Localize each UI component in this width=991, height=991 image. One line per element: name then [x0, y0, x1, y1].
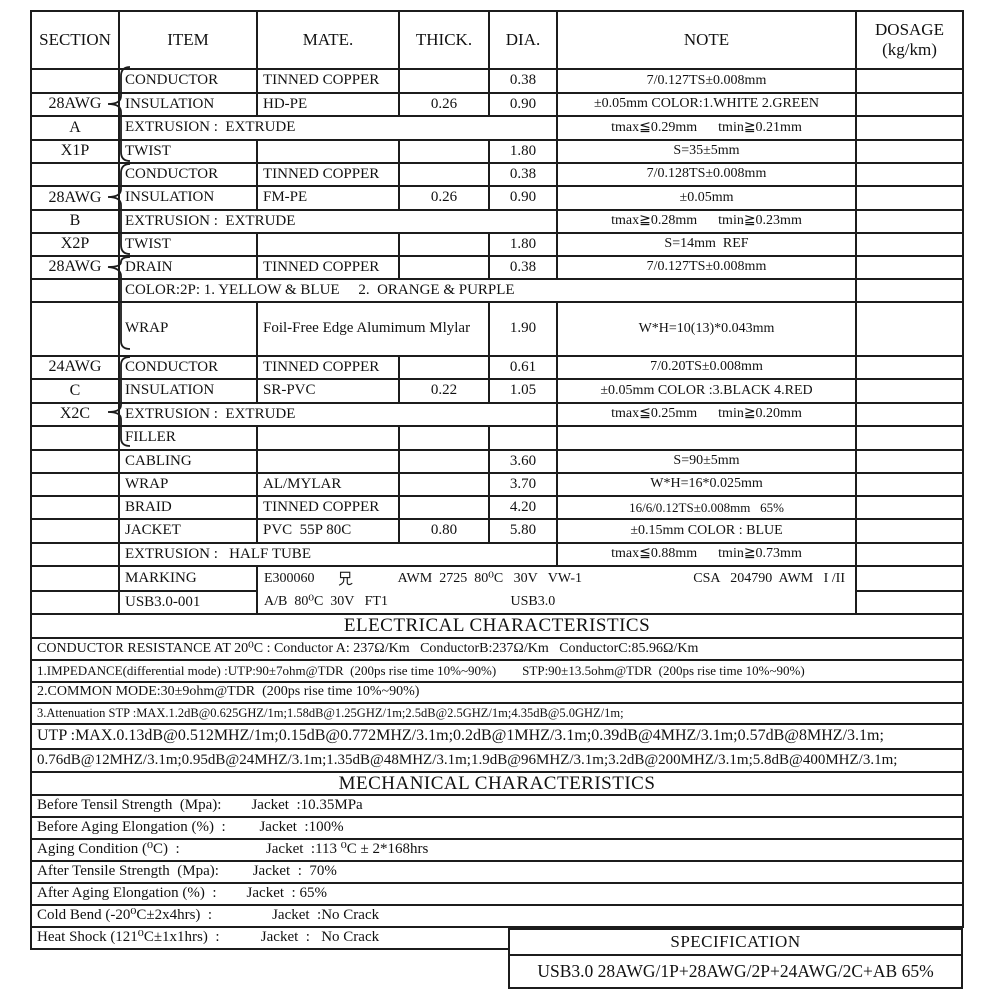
- cell-section: [32, 427, 120, 451]
- cell-item: FILLER: [120, 427, 258, 451]
- cell-note: S=35±5mm: [558, 141, 857, 164]
- cell-mate: [258, 234, 400, 257]
- cell-section: [32, 303, 120, 357]
- row-impedance: [32, 661, 964, 683]
- cell-dosage: [857, 303, 964, 357]
- cell-thick: [400, 427, 490, 451]
- row-b-twist: [32, 234, 964, 257]
- cell-note: W*H=16*0.025mm: [558, 474, 857, 497]
- cell-item: WRAP: [120, 303, 258, 357]
- mechanical-title: MECHANICAL CHARACTERISTICS: [32, 773, 964, 796]
- cell-note: tmax≧0.28mm tmin≧0.23mm: [558, 211, 857, 234]
- cell-mate: TINNED COPPER: [258, 257, 400, 280]
- cell-dia: 4.20: [490, 497, 558, 520]
- cell-note: ±0.05mm COLOR :3.BLACK 4.RED: [558, 380, 857, 404]
- cell-dia: 1.05: [490, 380, 558, 404]
- cell-dosage: [857, 117, 964, 141]
- cell-thick: [400, 451, 490, 474]
- row-b-insulation: [32, 187, 964, 211]
- cell-item: CONDUCTOR: [120, 357, 258, 380]
- cell-dia: 5.80: [490, 520, 558, 544]
- cell-dosage: [857, 234, 964, 257]
- attenuation-stp-text: 3.Attenuation STP :MAX.1.2dB@0.625GHZ/1m;1.58dB@1.25GHZ/1m;2.5dB@2.5GHZ/1m;4.35dB@5.0GHZ/1m;: [32, 704, 964, 725]
- electrical-title: ELECTRICAL CHARACTERISTICS: [32, 615, 964, 639]
- cell-dia: 1.90: [490, 303, 558, 357]
- after-aging-text: After Aging Elongation (%) : Jacket : 65%: [32, 884, 964, 906]
- cell-item: INSULATION: [120, 380, 258, 404]
- cell-section: [32, 497, 120, 520]
- common-mode-text: 2.COMMON MODE:30±9ohm@TDR (200ps rise time 10%~90%): [32, 683, 964, 704]
- cell-item: CONDUCTOR: [120, 70, 258, 94]
- cell-note: tmax≦0.25mm tmin≧0.20mm: [558, 404, 857, 427]
- cell-dia: 0.38: [490, 164, 558, 187]
- cell-dia: 0.90: [490, 187, 558, 211]
- cell-dia: 3.60: [490, 451, 558, 474]
- cell-mate: PVC 55P 80C: [258, 520, 400, 544]
- cell-item-merged: EXTRUSION : EXTRUDE: [120, 117, 558, 141]
- row-a-twist: [32, 141, 964, 164]
- cell-section: X1P: [32, 141, 120, 164]
- cell-dia: 0.90: [490, 94, 558, 117]
- cell-thick: [400, 141, 490, 164]
- cell-note: S=90±5mm: [558, 451, 857, 474]
- row-drain: [32, 257, 964, 280]
- header-dosage-line1: DOSAGE: [875, 20, 944, 40]
- cell-section: [32, 451, 120, 474]
- cell-item: TWIST: [120, 141, 258, 164]
- cell-section: 24AWG: [32, 357, 120, 380]
- row-wrap-al: [32, 474, 964, 497]
- row-a-extrusion: [32, 117, 964, 141]
- row-attenuation-utp-1: [32, 725, 964, 750]
- header-dosage-line2: (kg/km): [882, 40, 937, 59]
- row-b-extrusion: [32, 211, 964, 234]
- cell-dosage: [857, 427, 964, 451]
- cell-section: X2C: [32, 404, 120, 427]
- row-after-tensile: [32, 862, 964, 884]
- cell-section: [32, 164, 120, 187]
- row-before-aging: [32, 818, 964, 840]
- cell-mate: [258, 427, 400, 451]
- cell-note: W*H=10(13)*0.043mm: [558, 303, 857, 357]
- cell-item: JACKET: [120, 520, 258, 544]
- row-c-conductor: [32, 357, 964, 380]
- cell-section: [32, 544, 120, 567]
- spec-table: [30, 10, 964, 950]
- marking-ul-file-number: E300060: [264, 570, 315, 586]
- cell-note: tmax≦0.29mm tmin≧0.21mm: [558, 117, 857, 141]
- cell-item: BRAID: [120, 497, 258, 520]
- cell-item-merged: EXTRUSION : EXTRUDE: [120, 404, 558, 427]
- cell-section: [32, 70, 120, 94]
- after-tensile-text: After Tensile Strength (Mpa): Jacket : 70%: [32, 862, 964, 884]
- cell-item-merged: EXTRUSION : HALF TUBE: [120, 544, 558, 567]
- row-half-tube: [32, 544, 964, 567]
- cell-dosage: [857, 544, 964, 567]
- cell-thick: [400, 164, 490, 187]
- cell-mate: FM-PE: [258, 187, 400, 211]
- cold-bend-text: Cold Bend (-20⁰C±2x4hrs) : Jacket :No Crack: [32, 906, 964, 928]
- cell-dia: 1.80: [490, 234, 558, 257]
- ul-recognized-icon: [337, 570, 354, 588]
- row-aging-condition: [32, 840, 964, 862]
- cell-note: ±0.05mm COLOR:1.WHITE 2.GREEN: [558, 94, 857, 117]
- cell-item: TWIST: [120, 234, 258, 257]
- cell-item: INSULATION: [120, 187, 258, 211]
- row-attenuation-utp-2: [32, 750, 964, 773]
- specification-box: [508, 928, 963, 989]
- cell-item: CABLING: [120, 451, 258, 474]
- cell-item: INSULATION: [120, 94, 258, 117]
- cell-dosage: [857, 474, 964, 497]
- row-before-tensile: [32, 796, 964, 818]
- cell-dosage: [857, 592, 964, 615]
- marking-line-1: [258, 567, 855, 591]
- row-c-extrusion: [32, 404, 964, 427]
- cell-dosage: [857, 451, 964, 474]
- row-conductor-resistance: [32, 639, 964, 661]
- cell-mate: TINNED COPPER: [258, 497, 400, 520]
- header-thick: THICK.: [400, 12, 490, 70]
- header-item: ITEM: [120, 12, 258, 70]
- cell-dosage: [857, 357, 964, 380]
- cell-dosage: [857, 520, 964, 544]
- cell-dia: 0.61: [490, 357, 558, 380]
- cell-dia: [490, 427, 558, 451]
- cell-mate: AL/MYLAR: [258, 474, 400, 497]
- cell-note: 7/0.127TS±0.008mm: [558, 70, 857, 94]
- cell-note: S=14mm REF: [558, 234, 857, 257]
- marking-left-column: [32, 567, 258, 615]
- cell-section: A: [32, 117, 120, 141]
- cell-item: WRAP: [120, 474, 258, 497]
- cell-thick: [400, 357, 490, 380]
- row-after-aging: [32, 884, 964, 906]
- cell-dosage: [857, 280, 964, 303]
- cell-dia: 0.38: [490, 70, 558, 94]
- row-marking-block: [32, 567, 964, 615]
- cell-section: [32, 280, 120, 303]
- cell-dosage: [857, 164, 964, 187]
- cell-mate: TINNED COPPER: [258, 164, 400, 187]
- cell-thick: 0.26: [400, 94, 490, 117]
- cell-dosage: [857, 141, 964, 164]
- cell-section: [32, 592, 120, 615]
- row-c-insulation: [32, 380, 964, 404]
- cell-thick: [400, 257, 490, 280]
- row-cabling: [32, 451, 964, 474]
- header-note: NOTE: [558, 12, 857, 70]
- header-dia: DIA.: [490, 12, 558, 70]
- cell-note: 16/6/0.12TS±0.008mm 65%: [558, 497, 857, 520]
- cell-section: 28AWG: [32, 94, 120, 117]
- marking-line-2: A/B 80⁰C 30V FT1 USB3.0: [264, 593, 556, 609]
- cell-thick: [400, 70, 490, 94]
- row-color-2p: [32, 280, 964, 303]
- marking-csa-text: CSA 204790 AWM I /II: [693, 570, 845, 586]
- cell-note: 7/0.127TS±0.008mm: [558, 257, 857, 280]
- cell-color-note: COLOR:2P: 1. YELLOW & BLUE 2. ORANGE & PURPLE: [120, 280, 857, 303]
- specification-title: SPECIFICATION: [510, 930, 961, 956]
- cell-mate: SR-PVC: [258, 380, 400, 404]
- cell-dosage: [857, 94, 964, 117]
- row-a-insulation: [32, 94, 964, 117]
- conductor-resistance-text: CONDUCTOR RESISTANCE AT 20⁰C : Conductor A: 237Ω/Km ConductorB:237Ω/Km ConductorC:85.96Ω/Km: [32, 639, 964, 661]
- cell-note: 7/0.20TS±0.008mm: [558, 357, 857, 380]
- row-braid: [32, 497, 964, 520]
- cell-item-merged: EXTRUSION : EXTRUDE: [120, 211, 558, 234]
- cell-mate: [258, 451, 400, 474]
- cell-section: C: [32, 380, 120, 404]
- cell-dosage: [857, 187, 964, 211]
- cell-note: tmax≦0.88mm tmin≧0.73mm: [558, 544, 857, 567]
- before-aging-text: Before Aging Elongation (%) : Jacket :100%: [32, 818, 964, 840]
- cell-thick: 0.22: [400, 380, 490, 404]
- aging-condition-text: Aging Condition (⁰C) : Jacket :113 ⁰C ± 2*168hrs: [32, 840, 964, 862]
- cell-note: [558, 427, 857, 451]
- attenuation-utp-text-2: 0.76dB@12MHZ/3.1m;0.95dB@24MHZ/3.1m;1.35dB@48MHZ/3.1m;1.9dB@96MHZ/3.1m;3.2dB@200MHZ/3.1m;5.8dB@400MHZ/3.1m;: [32, 750, 964, 773]
- specification-value: USB3.0 28AWG/1P+28AWG/2P+24AWG/2C+AB 65%: [537, 961, 934, 981]
- cell-mate: [258, 141, 400, 164]
- cell-section: [32, 567, 120, 592]
- cell-section: 28AWG: [32, 257, 120, 280]
- cell-item: USB3.0-001: [120, 592, 258, 615]
- cell-mate: TINNED COPPER: [258, 70, 400, 94]
- before-tensile-text: Before Tensil Strength (Mpa): Jacket :10.35MPa: [32, 796, 964, 818]
- cell-dosage: [857, 567, 964, 592]
- cell-thick: [400, 497, 490, 520]
- table-header-row: [32, 12, 964, 70]
- cell-section: [32, 474, 120, 497]
- row-jacket: [32, 520, 964, 544]
- row-filler: [32, 427, 964, 451]
- cell-note: 7/0.128TS±0.008mm: [558, 164, 857, 187]
- cell-dosage: [857, 211, 964, 234]
- row-common-mode: [32, 683, 964, 704]
- row-b-conductor: [32, 164, 964, 187]
- cell-dosage: [857, 404, 964, 427]
- cell-dia: 3.70: [490, 474, 558, 497]
- marking-awm-text: AWM 2725 80⁰C 30V VW-1: [397, 570, 582, 586]
- cell-dia: 0.38: [490, 257, 558, 280]
- cell-note: ±0.05mm: [558, 187, 857, 211]
- cell-thick: [400, 234, 490, 257]
- cell-thick: 0.26: [400, 187, 490, 211]
- marking-right-column: [857, 567, 964, 615]
- cell-dosage: [857, 380, 964, 404]
- row-attenuation-stp: [32, 704, 964, 725]
- heat-shock-text: Heat Shock (121⁰C±1x1hrs) : Jacket : No Crack: [32, 928, 512, 950]
- cell-section: 28AWG: [32, 187, 120, 211]
- cell-thick: 0.80: [400, 520, 490, 544]
- cell-section: [32, 520, 120, 544]
- header-mate: MATE.: [258, 12, 400, 70]
- header-section: SECTION: [32, 12, 120, 70]
- cell-item: MARKING: [120, 567, 258, 592]
- cell-dosage: [857, 257, 964, 280]
- cell-section: B: [32, 211, 120, 234]
- cell-section: X2P: [32, 234, 120, 257]
- cell-dosage: [857, 497, 964, 520]
- cell-dosage: [857, 70, 964, 94]
- cell-mate: HD-PE: [258, 94, 400, 117]
- row-wrap-foil: [32, 303, 964, 357]
- header-dosage: [857, 12, 964, 70]
- attenuation-utp-text-1: UTP :MAX.0.13dB@0.512MHZ/1m;0.15dB@0.772MHZ/3.1m;0.2dB@1MHZ/3.1m;0.39dB@4MHZ/3.1m;0.57dB@8MHZ/3.1m;: [32, 725, 964, 750]
- cell-thick: [400, 474, 490, 497]
- row-electrical-title: [32, 615, 964, 639]
- cell-mate: TINNED COPPER: [258, 357, 400, 380]
- cell-marking-text: [258, 567, 857, 615]
- impedance-text: 1.IMPEDANCE(differential mode) :UTP:90±7ohm@TDR (200ps rise time 10%~90%) STP:90±13.5ohm@TDR (200ps rise time 10%~90%): [32, 661, 964, 683]
- cell-note: ±0.15mm COLOR : BLUE: [558, 520, 857, 544]
- row-a-conductor: [32, 70, 964, 94]
- cell-dia: 1.80: [490, 141, 558, 164]
- cell-item: CONDUCTOR: [120, 164, 258, 187]
- cell-item: DRAIN: [120, 257, 258, 280]
- row-cold-bend: [32, 906, 964, 928]
- cell-mate-merged: Foil-Free Edge Alumimum Mlylar: [258, 303, 490, 357]
- row-mechanical-title: [32, 773, 964, 796]
